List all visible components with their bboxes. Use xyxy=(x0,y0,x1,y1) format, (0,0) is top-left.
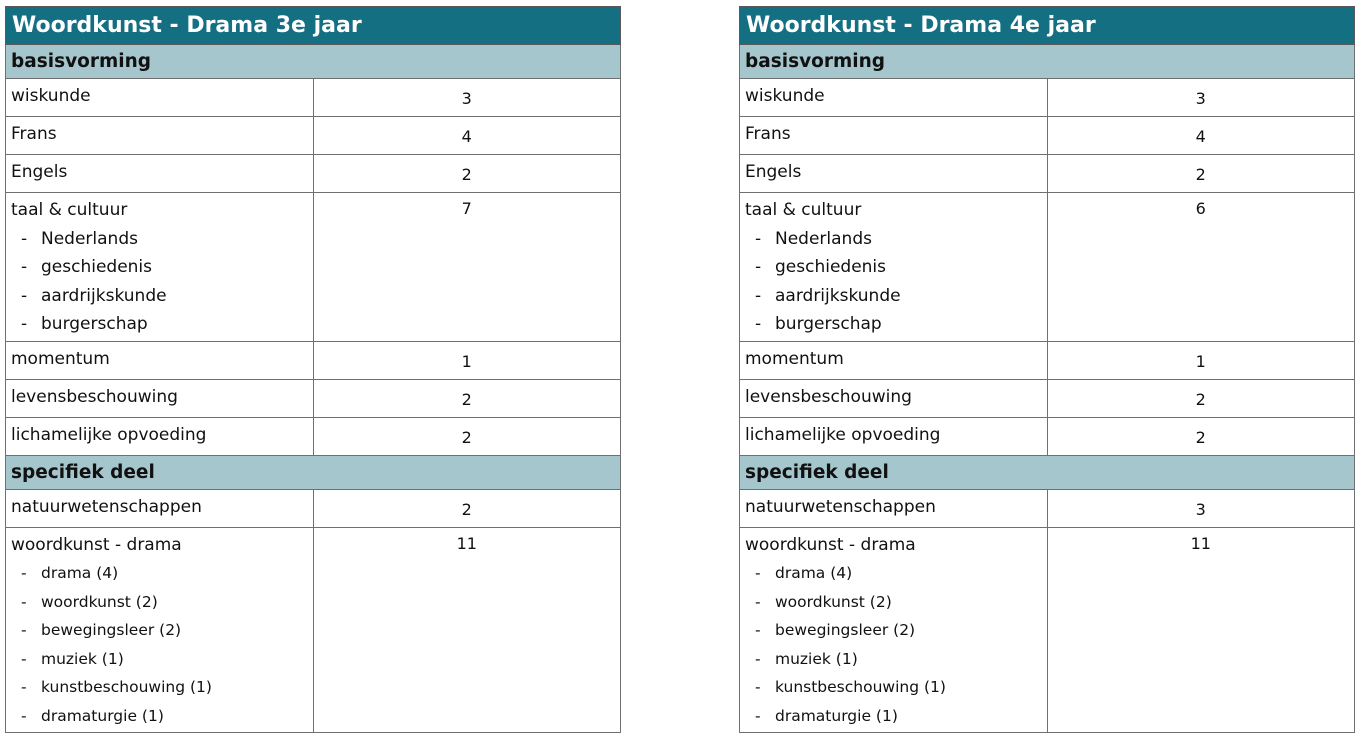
hours-value: 7 xyxy=(313,193,621,342)
hours-value: 11 xyxy=(1047,527,1355,733)
subject-group xyxy=(6,527,314,733)
list-item: - drama (4) xyxy=(21,559,313,588)
subject-label: lichamelijke opvoeding xyxy=(6,417,314,455)
table-row xyxy=(6,79,621,117)
hours-value: 4 xyxy=(1047,117,1355,155)
table-row xyxy=(6,417,621,455)
list-item: - kunstbeschouwing (1) xyxy=(21,673,313,702)
hours-value: 2 xyxy=(1047,155,1355,193)
list-item: - muziek (1) xyxy=(21,645,313,674)
subject-label: Frans xyxy=(740,117,1048,155)
list-item: - woordkunst (2) xyxy=(755,588,1047,617)
subject-label: woordkunst - drama xyxy=(745,534,916,555)
list-item: - aardrijkskunde xyxy=(21,282,313,311)
table-row xyxy=(740,341,1355,379)
section-header-specifiek: specifiek deel xyxy=(6,455,621,489)
table-row xyxy=(6,489,621,527)
section-header-specifiek: specifiek deel xyxy=(740,455,1355,489)
hours-value: 6 xyxy=(1047,193,1355,342)
hours-value: 2 xyxy=(313,155,621,193)
table-row xyxy=(740,379,1355,417)
list-item: - Nederlands xyxy=(21,225,313,254)
hours-value: 1 xyxy=(313,341,621,379)
hours-value: 2 xyxy=(313,489,621,527)
subject-label: natuurwetenschappen xyxy=(6,489,314,527)
hours-value: 1 xyxy=(1047,341,1355,379)
hours-value: 3 xyxy=(313,79,621,117)
table-row xyxy=(6,117,621,155)
table-row xyxy=(740,155,1355,193)
subject-label: momentum xyxy=(6,341,314,379)
hours-value: 2 xyxy=(1047,379,1355,417)
subject-label: natuurwetenschappen xyxy=(740,489,1048,527)
subject-group xyxy=(6,193,314,342)
table-row xyxy=(740,193,1355,342)
subject-label: momentum xyxy=(740,341,1048,379)
hours-value: 2 xyxy=(313,417,621,455)
list-item: - Nederlands xyxy=(755,225,1047,254)
list-item: - aardrijkskunde xyxy=(755,282,1047,311)
subject-label: lichamelijke opvoeding xyxy=(740,417,1048,455)
sub-subject-list xyxy=(745,559,1047,730)
hours-value: 4 xyxy=(313,117,621,155)
hours-value: 3 xyxy=(1047,489,1355,527)
subject-label: Frans xyxy=(6,117,314,155)
subject-group xyxy=(740,193,1048,342)
hours-value: 3 xyxy=(1047,79,1355,117)
list-item: - burgerschap xyxy=(755,310,1047,339)
table-row xyxy=(740,79,1355,117)
subject-label: taal & cultuur xyxy=(745,200,862,220)
hours-value: 2 xyxy=(313,379,621,417)
hours-value: 2 xyxy=(1047,417,1355,455)
table-row xyxy=(740,489,1355,527)
list-item: - dramaturgie (1) xyxy=(21,702,313,731)
table-row xyxy=(740,417,1355,455)
list-item: - bewegingsleer (2) xyxy=(755,616,1047,645)
list-item: - drama (4) xyxy=(755,559,1047,588)
table-row xyxy=(740,527,1355,733)
subject-label: Engels xyxy=(6,155,314,193)
list-item: - muziek (1) xyxy=(755,645,1047,674)
subject-group xyxy=(740,527,1048,733)
subject-label: wiskunde xyxy=(6,79,314,117)
table-row xyxy=(6,341,621,379)
list-item: - geschiedenis xyxy=(21,253,313,282)
list-item: - kunstbeschouwing (1) xyxy=(755,673,1047,702)
table-title: Woordkunst - Drama 3e jaar xyxy=(6,7,621,45)
section-header-basisvorming: basisvorming xyxy=(740,45,1355,79)
list-item: - dramaturgie (1) xyxy=(755,702,1047,731)
sub-subject-list xyxy=(745,225,1047,339)
curriculum-table-year4 xyxy=(739,6,1355,733)
hours-value: 11 xyxy=(313,527,621,733)
section-header-basisvorming: basisvorming xyxy=(6,45,621,79)
subject-label: levensbeschouwing xyxy=(6,379,314,417)
curriculum-table-year3 xyxy=(5,6,621,733)
table-row xyxy=(6,155,621,193)
table-row xyxy=(6,379,621,417)
subject-label: woordkunst - drama xyxy=(11,534,182,555)
table-row xyxy=(740,117,1355,155)
list-item: - woordkunst (2) xyxy=(21,588,313,617)
subject-label: wiskunde xyxy=(740,79,1048,117)
subject-label: levensbeschouwing xyxy=(740,379,1048,417)
subject-label: Engels xyxy=(740,155,1048,193)
sub-subject-list xyxy=(11,559,313,730)
table-row xyxy=(6,527,621,733)
list-item: - burgerschap xyxy=(21,310,313,339)
subject-label: taal & cultuur xyxy=(11,200,128,220)
list-item: - geschiedenis xyxy=(755,253,1047,282)
table-row xyxy=(6,193,621,342)
sub-subject-list xyxy=(11,225,313,339)
table-title: Woordkunst - Drama 4e jaar xyxy=(740,7,1355,45)
list-item: - bewegingsleer (2) xyxy=(21,616,313,645)
